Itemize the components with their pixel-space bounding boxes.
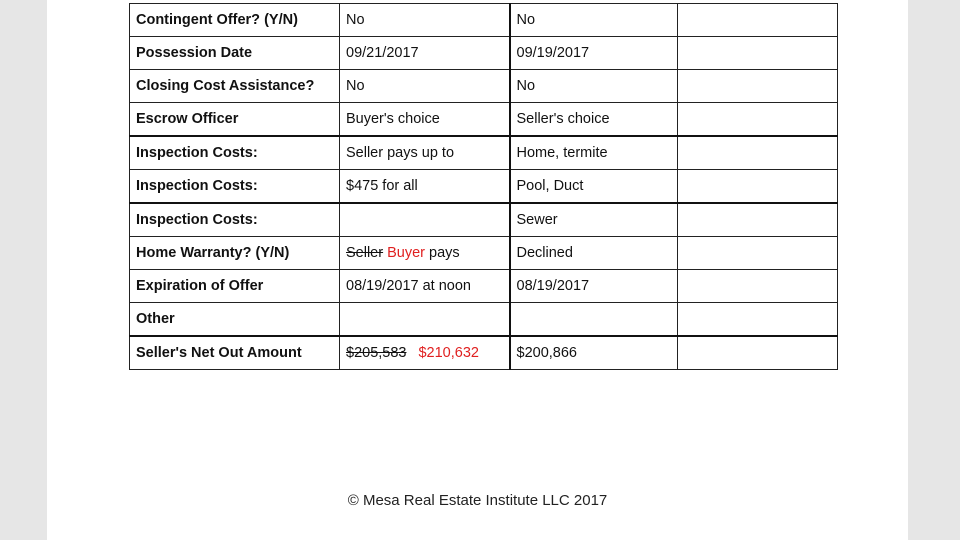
- table-row: [130, 336, 838, 370]
- correction-text: $210,632: [418, 345, 479, 361]
- offer-2-cell: $200,866: [510, 336, 678, 370]
- row-label: Seller's Net Out Amount: [130, 336, 340, 370]
- row-label: Home Warranty? (Y/N): [130, 237, 340, 270]
- row-label: Escrow Officer: [130, 103, 340, 137]
- offer-3-cell: [678, 203, 838, 237]
- offer-1-cell: Buyer's choice: [340, 103, 510, 137]
- offer-1-cell: Seller pays up to: [340, 136, 510, 170]
- offer-2-cell: Sewer: [510, 203, 678, 237]
- offer-2-cell: No: [510, 70, 678, 103]
- row-label: Expiration of Offer: [130, 270, 340, 303]
- struck-text: $205,583: [346, 345, 407, 361]
- offer-1-cell: 08/19/2017 at noon: [340, 270, 510, 303]
- offer-1-cell: No: [340, 70, 510, 103]
- offer-2-cell: Declined: [510, 237, 678, 270]
- table-row: [130, 237, 838, 270]
- table-row: [130, 4, 838, 37]
- offer-2-cell: 09/19/2017: [510, 37, 678, 70]
- offer-1-cell: [340, 303, 510, 337]
- offer-1-cell: [340, 336, 510, 370]
- table-row: [130, 303, 838, 337]
- offer-3-cell: [678, 336, 838, 370]
- offer-2-cell: Pool, Duct: [510, 170, 678, 204]
- offer-1-cell: [340, 237, 510, 270]
- cell-text: pays: [429, 245, 460, 261]
- correction-text: Buyer: [387, 245, 425, 261]
- offer-2-cell: No: [510, 4, 678, 37]
- offer-3-cell: [678, 303, 838, 337]
- offer-3-cell: [678, 136, 838, 170]
- offer-1-cell: 09/21/2017: [340, 37, 510, 70]
- row-label: Possession Date: [130, 37, 340, 70]
- offer-1-cell: No: [340, 4, 510, 37]
- offer-3-cell: [678, 70, 838, 103]
- offer-2-cell: 08/19/2017: [510, 270, 678, 303]
- row-label: Inspection Costs:: [130, 136, 340, 170]
- table-row: [130, 170, 838, 204]
- offer-3-cell: [678, 4, 838, 37]
- offer-3-cell: [678, 237, 838, 270]
- document-page: [47, 0, 908, 540]
- row-label: Other: [130, 303, 340, 337]
- offer-2-cell: Seller's choice: [510, 103, 678, 137]
- offer-3-cell: [678, 103, 838, 137]
- offer-comparison-table: [129, 3, 838, 370]
- table-row: [130, 103, 838, 137]
- row-label: Closing Cost Assistance?: [130, 70, 340, 103]
- offer-2-cell: Home, termite: [510, 136, 678, 170]
- copyright-footer: © Mesa Real Estate Institute LLC 2017: [347, 492, 608, 509]
- table-row: [130, 203, 838, 237]
- table-row: [130, 270, 838, 303]
- offer-3-cell: [678, 170, 838, 204]
- row-label: Inspection Costs:: [130, 203, 340, 237]
- offer-3-cell: [678, 270, 838, 303]
- row-label: Contingent Offer? (Y/N): [130, 4, 340, 37]
- table-row: [130, 70, 838, 103]
- table-row: [130, 37, 838, 70]
- offer-3-cell: [678, 37, 838, 70]
- row-label: Inspection Costs:: [130, 170, 340, 204]
- offer-1-cell: [340, 203, 510, 237]
- offer-1-cell: $475 for all: [340, 170, 510, 204]
- offer-2-cell: [510, 303, 678, 337]
- table-row: [130, 136, 838, 170]
- struck-text: Seller: [346, 245, 384, 261]
